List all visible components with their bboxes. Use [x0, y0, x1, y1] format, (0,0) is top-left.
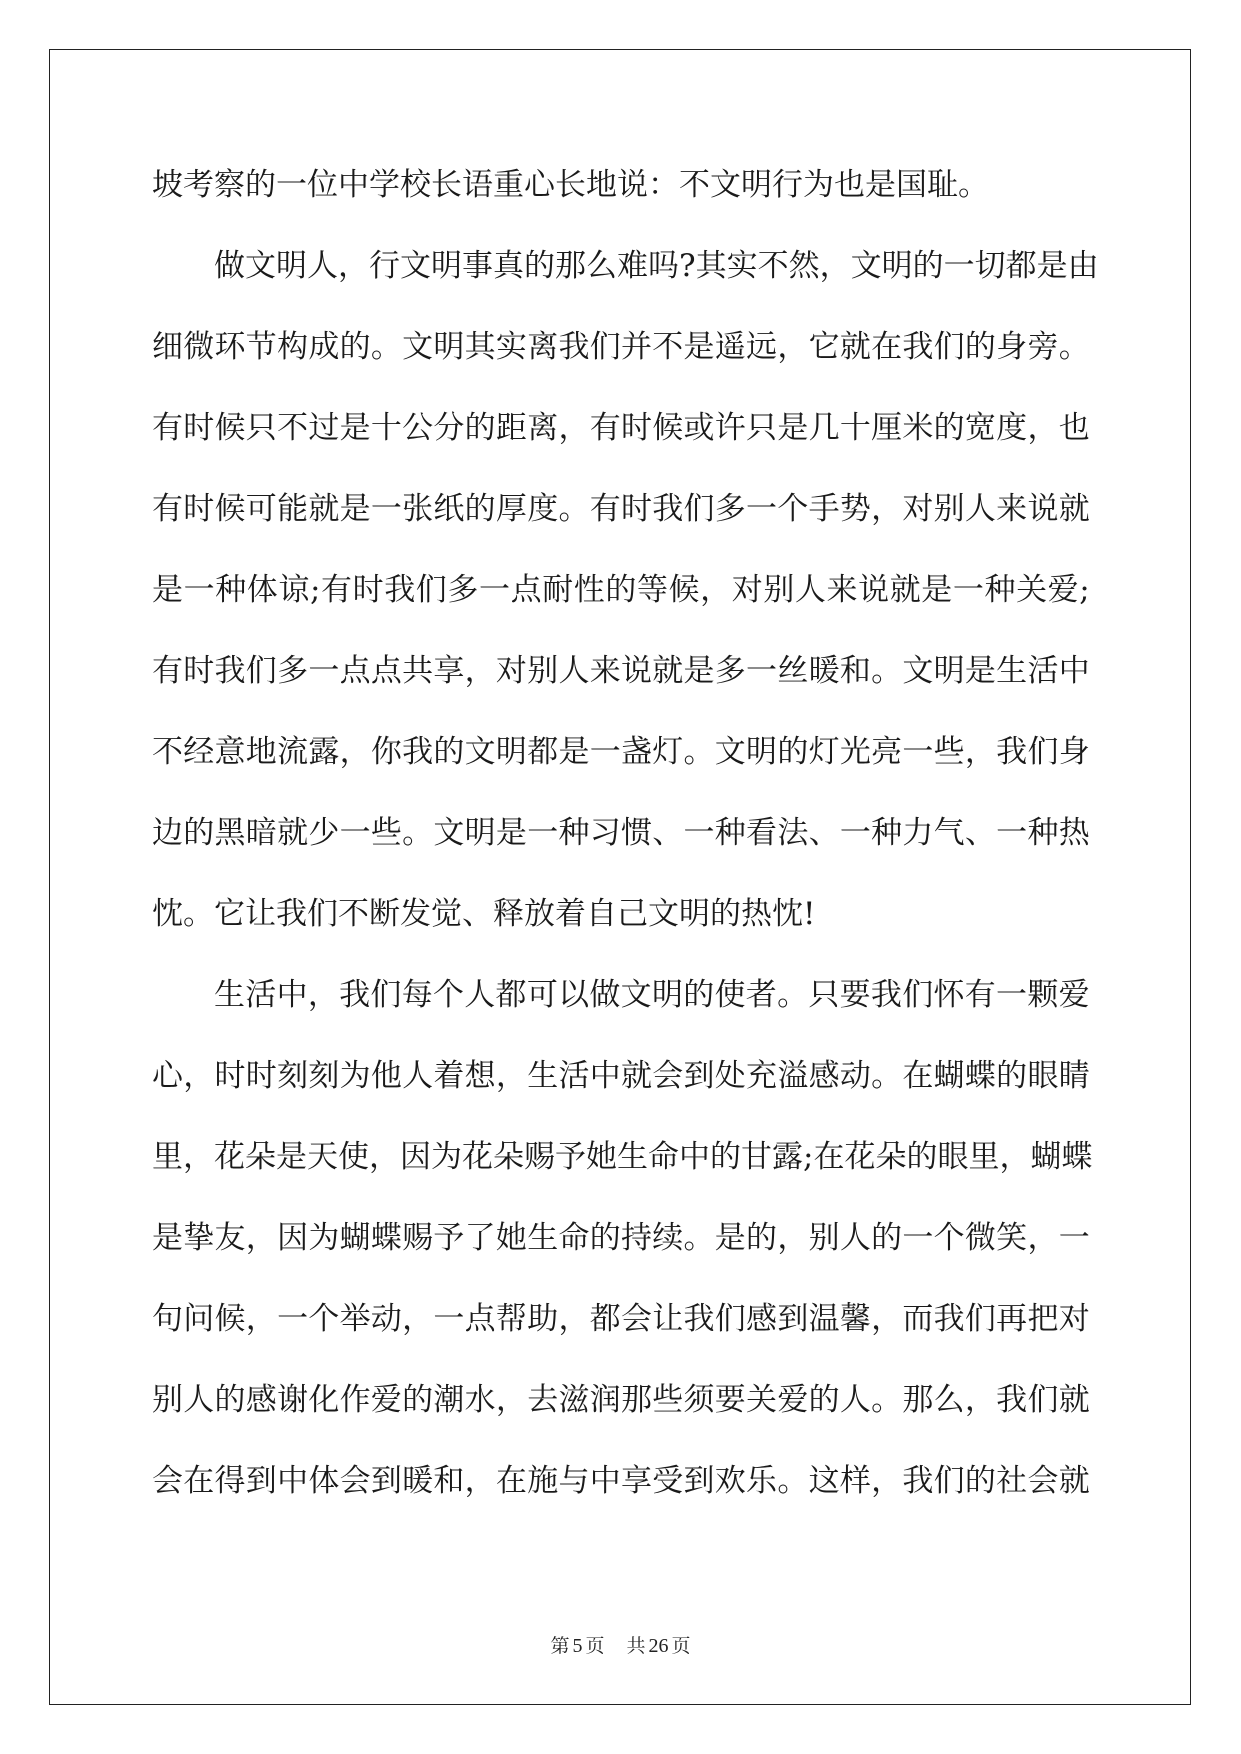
text-line: 忱 。 它 让 我 们 不 断 发 觉 、 释 放 着 自 己 文 明 的 热 忱 !	[152, 896, 816, 932]
text-line: 细 微 环 节 构 成 的 。 文 明 其 实 离 我 们 并 不 是 遥 远 ， 它 就 在 我 们 的 身 旁 。	[152, 329, 1090, 365]
total-pages: 26	[648, 1635, 669, 1657]
text-line: 是 一 种 体 谅 ; 有 时 我 们 多 一 点 耐 性 的 等 候 ， 对 别 人 来 说 就 是 一 种 关 爱 ;	[152, 572, 1090, 608]
text-line: 会 在 得 到 中 体 会 到 暖 和 ， 在 施 与 中 享 受 到 欢 乐 。 这 样 ， 我 们 的 社 会 就	[152, 1463, 1090, 1499]
total-prefix: 共	[626, 1635, 646, 1657]
text-line: 里 ， 花 朵 是 天 使 ， 因 为 花 朵 赐 予 她 生 命 中 的 甘 露 ; 在 花 朵 的 眼 里 ， 蝴 蝶	[152, 1139, 1093, 1175]
text-line: 不 经 意 地 流 露 ， 你 我 的 文 明 都 是 一 盏 灯 。 文 明 的 灯 光 亮 一 些 ， 我 们 身	[152, 734, 1090, 770]
text-line: 句 问 候 ， 一 个 举 动 ， 一 点 帮 助 ， 都 会 让 我 们 感 到 温 馨 ， 而 我 们 再 把 对	[152, 1301, 1090, 1337]
text-line: 有 时 候 只 不 过 是 十 公 分 的 距 离 ， 有 时 候 或 许 只 是 几 十 厘 米 的 宽 度 ， 也	[152, 410, 1090, 446]
document-body	[152, 158, 1099, 1535]
text-line: 生 活 中 ， 我 们 每 个 人 都 可 以 做 文 明 的 使 者 。 只 要 我 们 怀 有 一 颗 爱	[214, 977, 1090, 1013]
text-line: 心 ， 时 时 刻 刻 为 他 人 着 想 ， 生 活 中 就 会 到 处 充 溢 感 动 。 在 蝴 蝶 的 眼 睛	[152, 1058, 1090, 1094]
text-line: 有 时 候 可 能 就 是 一 张 纸 的 厚 度 。 有 时 我 们 多 一 个 手 势 ， 对 别 人 来 说 就	[152, 491, 1090, 527]
total-suffix: 页	[671, 1635, 691, 1657]
page-number: 5	[572, 1635, 583, 1657]
text-line: 别 人 的 感 谢 化 作 爱 的 潮 水 ， 去 滋 润 那 些 须 要 关 爱 的 人 。 那 么 ， 我 们 就	[152, 1382, 1090, 1418]
page-suffix: 页	[585, 1635, 605, 1657]
page-prefix: 第	[550, 1635, 570, 1657]
text-line: 边 的 黑 暗 就 少 一 些 。 文 明 是 一 种 习 惯 、 一 种 看 法 、 一 种 力 气 、 一 种 热	[152, 815, 1090, 851]
text-line: 坡 考 察 的 一 位 中 学 校 长 语 重 心 长 地 说 ： 不 文 明 行 为 也 是 国 耻 。	[152, 167, 989, 203]
text-line: 是 挚 友 ， 因 为 蝴 蝶 赐 予 了 她 生 命 的 持 续 。 是 的 ， 别 人 的 一 个 微 笑 ， 一	[152, 1220, 1090, 1256]
text-line: 有 时 我 们 多 一 点 点 共 享 ， 对 别 人 来 说 就 是 多 一 丝 暖 和 。 文 明 是 生 活 中	[152, 653, 1090, 689]
page-footer	[0, 1634, 1241, 1658]
text-line: 做 文 明 人 ， 行 文 明 事 真 的 那 么 难 吗 ? 其 实 不 然 ， 文 明 的 一 切 都 是 由	[214, 248, 1099, 284]
